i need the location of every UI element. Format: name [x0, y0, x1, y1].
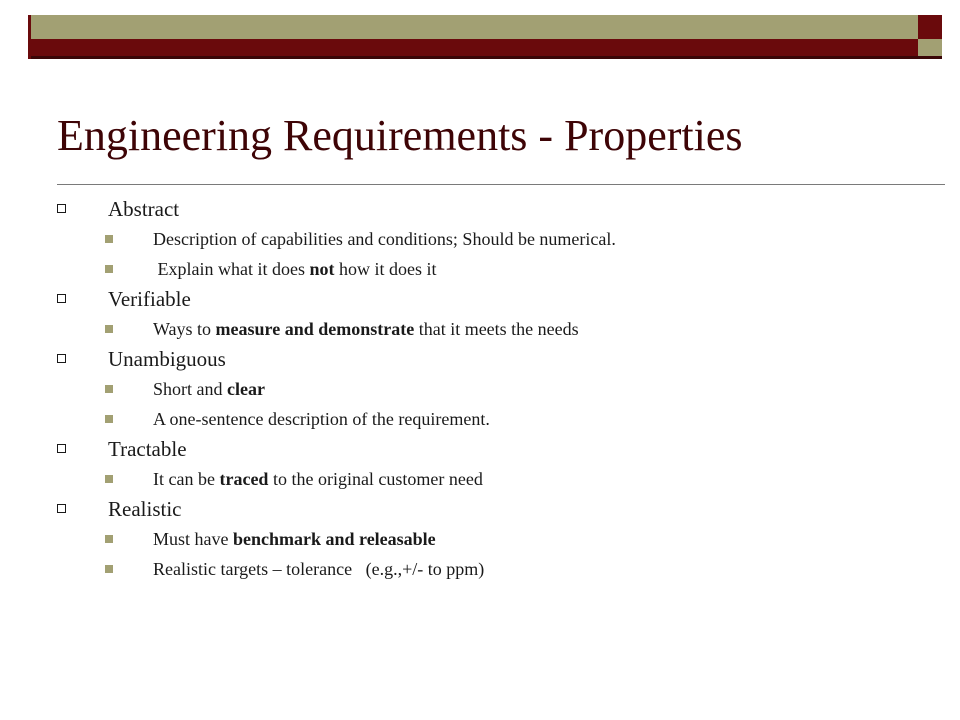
sub-bullet-text: Must have — [153, 529, 233, 549]
sub-bullet-text: A one-sentence description of the requirement. — [153, 409, 490, 429]
bullet-item-verifiable — [108, 285, 191, 313]
filled-square-bullet-icon — [105, 325, 113, 333]
sub-bullet-item — [153, 257, 437, 281]
hollow-square-bullet-icon — [57, 204, 66, 213]
sub-bullet-item — [153, 317, 579, 341]
hollow-square-bullet-icon — [57, 444, 66, 453]
sub-bullet-text: Ways to — [153, 319, 216, 339]
bullet-label: Unambiguous — [108, 347, 226, 371]
slide-title: Engineering Requirements - Properties — [57, 111, 743, 160]
sub-bullet-item — [153, 467, 483, 491]
sub-bullet-item — [153, 377, 265, 401]
sub-bullet-item — [153, 527, 436, 551]
sub-bullet-text: Short and — [153, 379, 227, 399]
sub-bullet-text: Realistic targets – tolerance (e.g.,+/- to ppm) — [153, 559, 485, 579]
hollow-square-bullet-icon — [57, 504, 66, 513]
sub-bullet-emphasis: measure and demonstrate — [215, 319, 415, 339]
sub-bullet-emphasis: benchmark and releasable — [233, 529, 436, 549]
sub-bullet-item — [153, 557, 484, 581]
bullet-label: Tractable — [108, 437, 187, 461]
sub-bullet-item — [153, 407, 490, 431]
sub-bullet-text: how it does it — [334, 259, 437, 279]
bullet-label: Realistic — [108, 497, 182, 521]
sub-bullet-emphasis: traced — [219, 469, 269, 489]
sub-bullet-item — [153, 227, 616, 251]
filled-square-bullet-icon — [105, 565, 113, 573]
filled-square-bullet-icon — [105, 265, 113, 273]
filled-square-bullet-icon — [105, 475, 113, 483]
sub-bullet-text: that it meets the needs — [414, 319, 579, 339]
sub-bullet-text: to the original customer need — [268, 469, 483, 489]
bullet-label: Abstract — [108, 197, 180, 221]
bullet-item-abstract — [108, 195, 179, 223]
sub-bullet-text: Description of capabilities and conditions; Should be numerical. — [153, 229, 616, 249]
filled-square-bullet-icon — [105, 535, 113, 543]
bullet-item-realistic — [108, 495, 181, 523]
hollow-square-bullet-icon — [57, 354, 66, 363]
sub-bullet-text: Explain what it does — [153, 259, 310, 279]
sub-bullet-text: It can be — [153, 469, 220, 489]
sub-bullet-emphasis: not — [309, 259, 335, 279]
bullet-item-unambiguous — [108, 345, 226, 373]
filled-square-bullet-icon — [105, 235, 113, 243]
filled-square-bullet-icon — [105, 385, 113, 393]
bullet-item-tractable — [108, 435, 187, 463]
bullet-label: Verifiable — [108, 287, 191, 311]
hollow-square-bullet-icon — [57, 294, 66, 303]
filled-square-bullet-icon — [105, 415, 113, 423]
sub-bullet-emphasis: clear — [227, 379, 265, 399]
